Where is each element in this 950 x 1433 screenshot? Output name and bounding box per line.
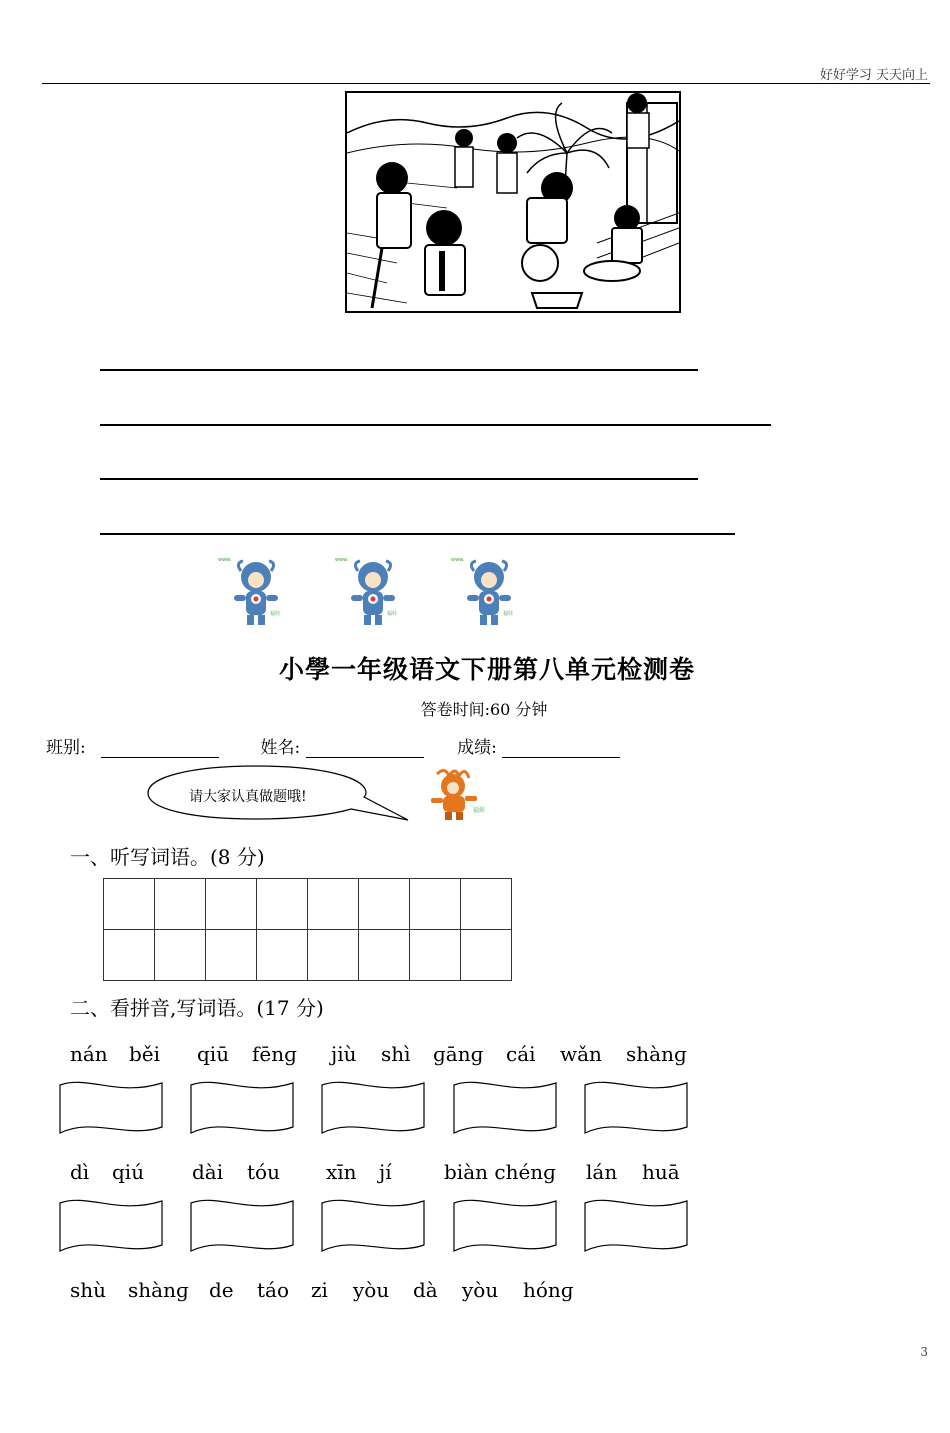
pinyin-syllable: dà <box>413 1278 438 1302</box>
pinyin-syllable: jí <box>379 1160 392 1184</box>
olympic-mascot-nini-icon <box>216 553 296 633</box>
grid-cell[interactable] <box>206 879 257 930</box>
svg-text:www.: www. <box>451 557 465 563</box>
pinyin-syllable: shù <box>70 1278 107 1302</box>
svg-text:福娃: 福娃 <box>387 611 398 617</box>
grid-cell[interactable] <box>461 930 512 981</box>
pinyin-syllable: zi <box>311 1278 328 1302</box>
section2-heading: 二、看拼音,写词语。(17 分) <box>70 996 324 1020</box>
grid-cell[interactable] <box>206 930 257 981</box>
bubble-text: 请大家认真做题哦! <box>189 789 307 805</box>
dictation-grid <box>103 878 512 981</box>
student-info-row <box>46 733 620 758</box>
score-label: 成绩: <box>457 738 497 758</box>
answer-box[interactable] <box>58 1197 164 1255</box>
grid-cell[interactable] <box>410 930 461 981</box>
name-field[interactable] <box>306 739 424 758</box>
pinyin-syllable: shì <box>381 1042 411 1066</box>
grid-cell[interactable] <box>359 879 410 930</box>
pinyin-syllable: de <box>209 1278 234 1302</box>
olympic-mascot-nini-icon <box>449 553 529 633</box>
header-motto: 好好学习 天天向上 <box>819 68 928 83</box>
pinyin-syllable: wǎn <box>560 1042 602 1066</box>
writing-line[interactable] <box>100 533 735 535</box>
grid-cell[interactable] <box>359 930 410 981</box>
answer-box[interactable] <box>320 1079 426 1137</box>
answer-box[interactable] <box>189 1197 295 1255</box>
class-field[interactable] <box>101 739 219 758</box>
grid-cell[interactable] <box>308 930 359 981</box>
pinyin-syllable: lán <box>586 1160 618 1184</box>
answer-box[interactable] <box>583 1079 689 1137</box>
header-divider <box>42 83 930 84</box>
grid-cell[interactable] <box>257 930 308 981</box>
grid-cell[interactable] <box>104 930 155 981</box>
writing-line[interactable] <box>100 478 698 480</box>
section1-heading: 一、听写词语。(8 分) <box>70 845 265 869</box>
grid-cell[interactable] <box>104 879 155 930</box>
svg-text:www.: www. <box>218 557 232 563</box>
answer-box[interactable] <box>189 1079 295 1137</box>
grid-cell[interactable] <box>461 879 512 930</box>
svg-text:福娃: 福娃 <box>270 611 281 617</box>
pinyin-syllable: huā <box>642 1160 680 1184</box>
pinyin-syllable: shànɡ <box>128 1278 189 1302</box>
answer-box[interactable] <box>452 1197 558 1255</box>
pinyin-syllable: dì <box>70 1160 90 1184</box>
svg-text:福娃: 福娃 <box>473 807 486 814</box>
grid-cell[interactable] <box>155 879 206 930</box>
olympic-mascot-nini-icon <box>333 553 413 633</box>
time-limit: 答卷时间:60 分钟 <box>420 700 548 719</box>
svg-text:www.: www. <box>335 557 349 563</box>
pinyin-syllable: qiú <box>112 1160 145 1184</box>
name-label: 姓名: <box>260 738 301 758</box>
score-field[interactable] <box>502 739 620 758</box>
pinyin-syllable: shànɡ <box>626 1042 687 1066</box>
pinyin-syllable: qiū <box>197 1042 230 1066</box>
pinyin-syllable: tóu <box>247 1160 280 1184</box>
svg-text:福娃: 福娃 <box>503 611 514 617</box>
children-cleaning-icon <box>347 93 679 311</box>
olympic-mascot-yingying-icon <box>423 766 501 822</box>
pinyin-syllable: hónɡ <box>523 1278 574 1302</box>
pinyin-syllable: ɡānɡ <box>433 1042 484 1066</box>
pinyin-syllable: biàn chénɡ <box>444 1160 556 1184</box>
grid-cell[interactable] <box>155 930 206 981</box>
pinyin-syllable: nán <box>70 1042 108 1066</box>
pinyin-syllable: yòu <box>353 1278 390 1302</box>
exam-title: 小學一年级语文下册第八单元检测卷 <box>278 655 695 684</box>
pinyin-syllable: běi <box>129 1042 161 1066</box>
pinyin-syllable: yòu <box>462 1278 499 1302</box>
writing-line[interactable] <box>100 424 771 426</box>
illustration <box>345 91 681 313</box>
pinyin-syllable: fēnɡ <box>252 1042 297 1066</box>
page-number: 3 <box>920 1345 928 1359</box>
pinyin-syllable: cái <box>506 1042 536 1066</box>
answer-box[interactable] <box>583 1197 689 1255</box>
pinyin-syllable: jiù <box>331 1042 357 1066</box>
pinyin-syllable: dài <box>192 1160 224 1184</box>
pinyin-syllable: táo <box>257 1278 290 1302</box>
answer-box[interactable] <box>452 1079 558 1137</box>
writing-line[interactable] <box>100 369 698 371</box>
pinyin-syllable: xīn <box>326 1160 357 1184</box>
grid-cell[interactable] <box>308 879 359 930</box>
answer-box[interactable] <box>320 1197 426 1255</box>
grid-cell[interactable] <box>410 879 461 930</box>
grid-cell[interactable] <box>257 879 308 930</box>
answer-box[interactable] <box>58 1079 164 1137</box>
class-label: 班别: <box>46 738 86 758</box>
